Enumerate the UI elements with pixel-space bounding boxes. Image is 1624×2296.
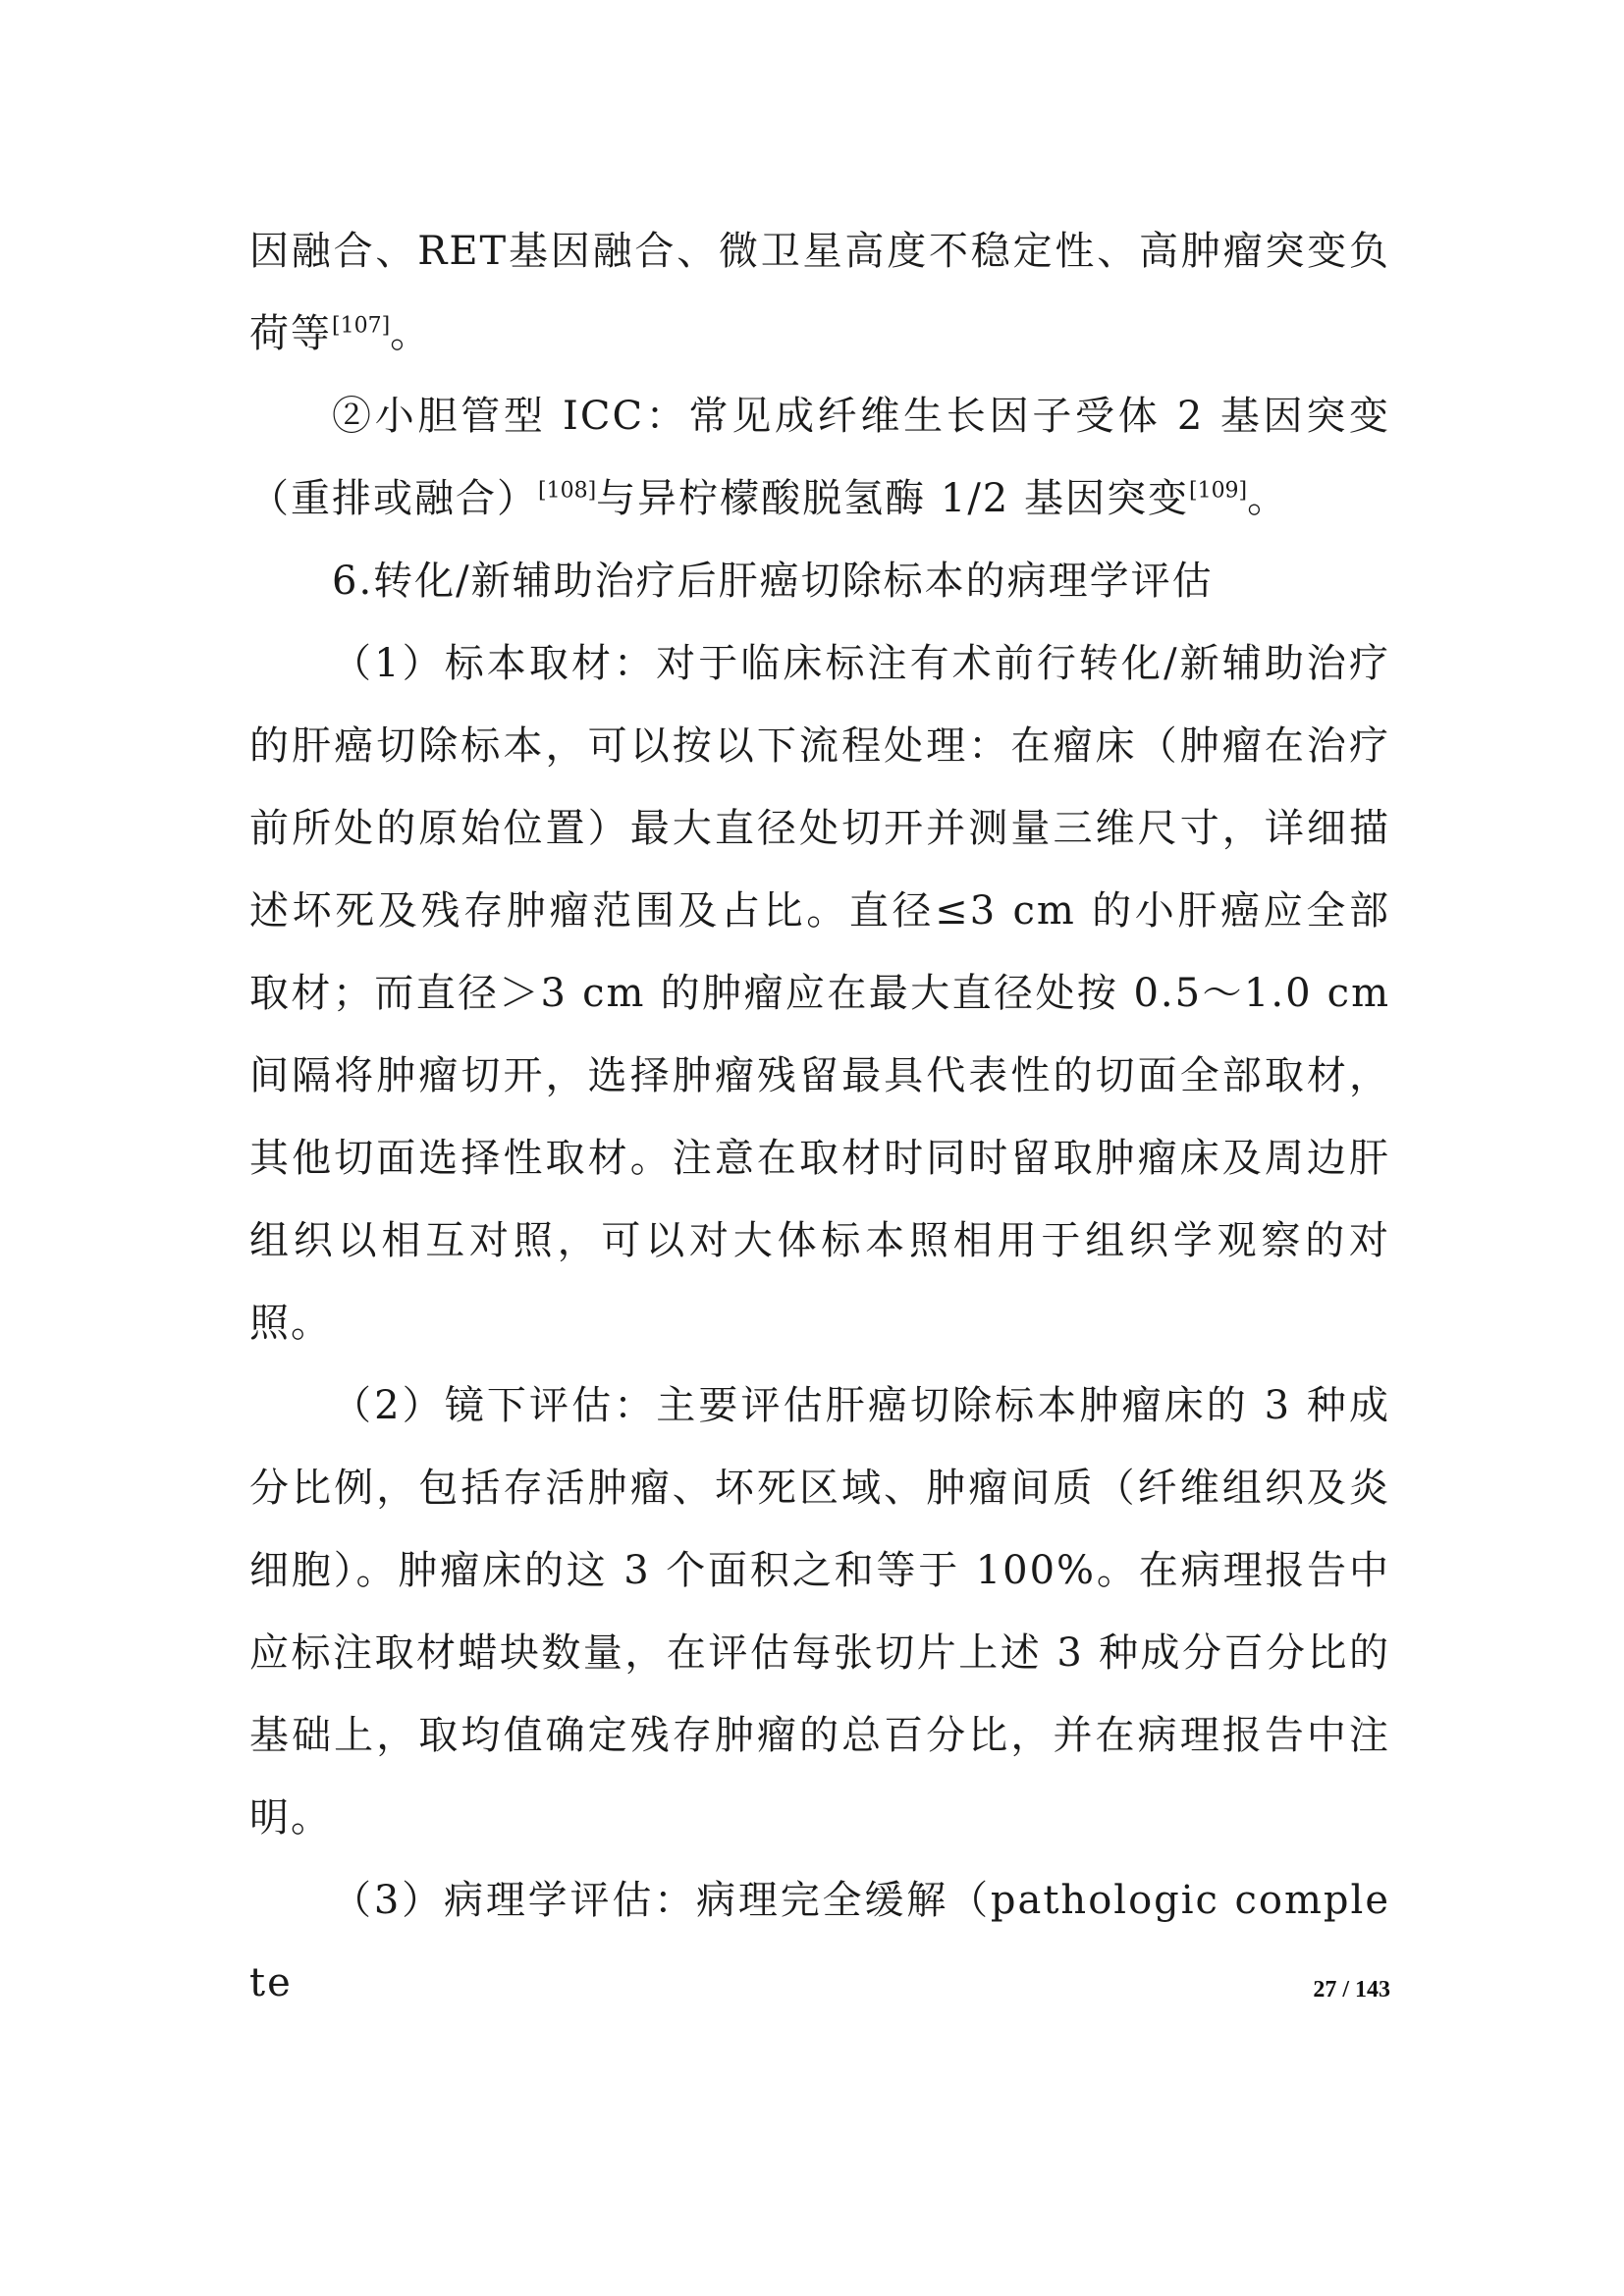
text-span: 。: [390, 311, 432, 356]
text-span: （1）标本取材：对于临床标注有术前行转化/新辅助治疗的肝癌切除标本，可以按以下流程处理：在瘤床（肿瘤在治疗前所处的原始位置）最大直径处切开并测量三维尺寸，详细描述坏死及残存肿瘤范围及占比。直径≤3 cm 的小肝癌应全部取材；而直径＞3 cm 的肿瘤应在最大直径处按 0.5～1.0 cm 间隔将肿瘤切开，选择肿瘤残留最具代表性的切面全部取材，其他切面选择性取材。注意在取材时同时留取肿瘤床及周边肝组织以相互对照，可以对大体标本照相用于组织学观察的对照。: [249, 641, 1390, 1346]
paragraph-pathologic-evaluation: [249, 1859, 1390, 2024]
citation-107: [107]: [332, 313, 391, 339]
text-span: ②小胆管型 ICC：常见成纤维生长因子受体 2 基因突变（重排或融合）: [249, 394, 1390, 521]
paragraph-gene-fusion-continuation: [249, 210, 1390, 375]
text-span: 因融合、RET基因融合、微卫星高度不稳定性、高肿瘤突变负荷等: [249, 229, 1390, 356]
text-span: （2）镜下评估：主要评估肝癌切除标本肿瘤床的 3 种成分比例，包括存活肿瘤、坏死区域、肿瘤间质（纤维组织及炎细胞）。肿瘤床的这 3 个面积之和等于 100%。在病理报告中应标注取材蜡块数量，在评估每张切片上述 3 种成分百分比的基础上，取均值确定残存肿瘤的总百分比，并在病理报告中注明。: [249, 1383, 1390, 1841]
body-text: [249, 210, 1390, 2024]
citation-108: [108]: [538, 478, 597, 504]
text-span: （3）病理学评估：病理完全缓解（pathologic complete: [249, 1878, 1390, 2005]
paragraph-specimen-sampling: [249, 622, 1390, 1364]
section-heading-6: [249, 540, 1390, 622]
text-span: 与异柠檬酸脱氢酶 1/2 基因突变: [596, 476, 1189, 521]
citation-109: [109]: [1188, 478, 1248, 504]
paragraph-microscopic-evaluation: [249, 1364, 1390, 1859]
text-span: 。: [1247, 476, 1289, 521]
paragraph-small-duct-icc: [249, 375, 1390, 540]
page-number: 27 / 143: [1313, 1977, 1390, 2002]
heading-text: 6.转化/新辅助治疗后肝癌切除标本的病理学评估: [332, 559, 1214, 604]
